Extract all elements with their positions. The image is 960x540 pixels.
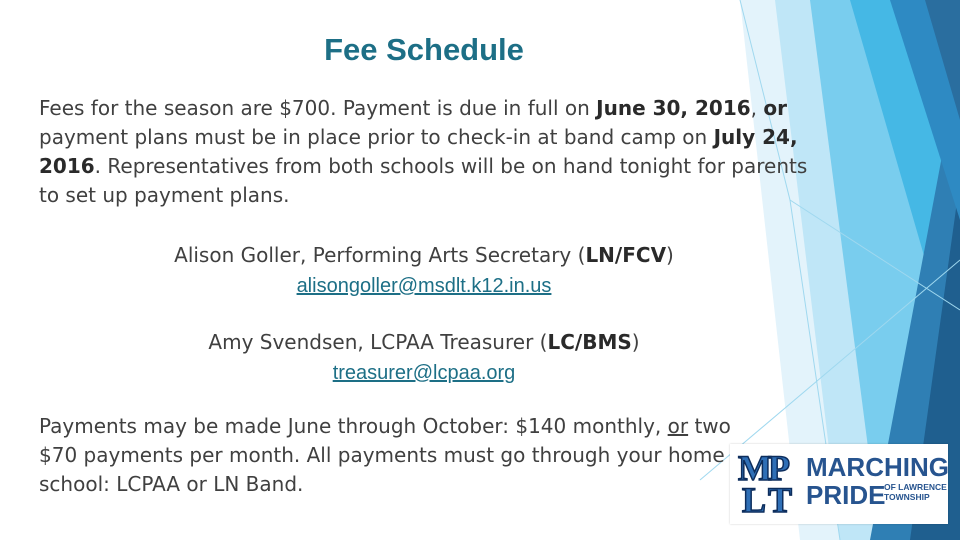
- logo-township: OF LAWRENCE TOWNSHIP: [884, 482, 947, 502]
- contact-alison: Alison Goller, Performing Arts Secretary (LN/FCV): [174, 243, 674, 267]
- amy-email-link[interactable]: treasurer@lcpaa.org: [332, 362, 516, 384]
- fee-paragraph: Fees for the season are $700. Payment is due in full on June 30, 2016, or payment plans must be in place prior to check-in at band camp on July 24, 2016. Representatives from both schools will be on hand tonight for parents to set up payment plans.: [39, 96, 808, 207]
- page-title: Fee Schedule: [324, 32, 524, 67]
- contact-amy: Amy Svendsen, LCPAA Treasurer (LC/BMS): [208, 330, 640, 354]
- logo-pride: PRIDE: [806, 480, 886, 510]
- marching-pride-logo: [730, 444, 948, 524]
- mplt-monogram: M P L T: [738, 448, 793, 520]
- alison-email-link[interactable]: alisongoller@msdlt.k12.in.us: [296, 275, 552, 297]
- logo-marching: MARCHING: [806, 452, 949, 482]
- payment-paragraph: Payments may be made June through October: $140 monthly, or two $70 payments per month. All payments must go through your home school: LCPAA or LN Band.: [39, 414, 731, 496]
